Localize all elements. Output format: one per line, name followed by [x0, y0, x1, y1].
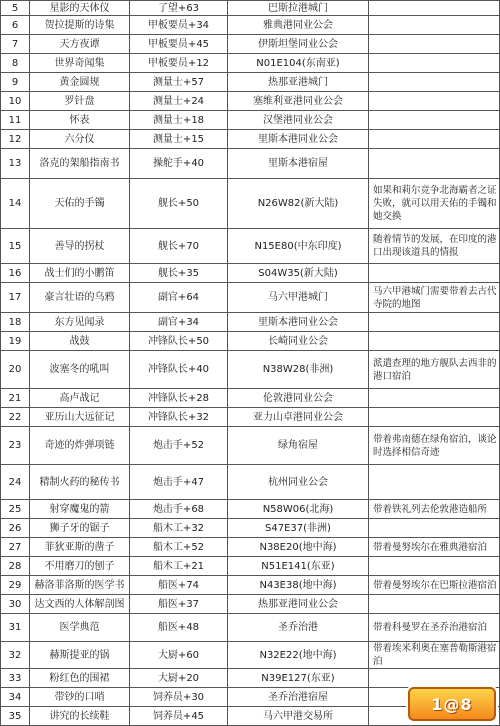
requirement-cell: 舰长+35 — [130, 264, 228, 283]
requirement-cell: 饲养员+30 — [130, 688, 228, 707]
note-cell — [369, 389, 500, 408]
row-number-cell: 29 — [1, 576, 30, 595]
table-row — [1, 149, 500, 179]
note-cell — [369, 111, 500, 130]
table-row — [1, 54, 500, 73]
row-number-cell: 21 — [1, 389, 30, 408]
location-cell: 马六甲港交易所 — [228, 707, 369, 726]
requirement-cell: 测量士+24 — [130, 92, 228, 111]
item-name-cell: 讲究的长续鞋 — [30, 707, 130, 726]
note-cell: 带着曼努埃尔在雅典港宿泊 — [369, 538, 500, 557]
row-number-cell: 15 — [1, 229, 30, 264]
table-row — [1, 538, 500, 557]
requirement-cell: 冲锋队长+50 — [130, 332, 228, 351]
requirement-cell: 了望+63 — [130, 1, 228, 16]
item-name-cell: 洛克的架船指南书 — [30, 149, 130, 179]
note-cell — [369, 54, 500, 73]
row-number-cell: 25 — [1, 500, 30, 519]
note-cell: 带着弗南德在绿角宿泊，谈论时选择相信奇迹 — [369, 427, 500, 465]
table-row — [1, 642, 500, 669]
note-cell — [369, 557, 500, 576]
requirement-cell: 副官+64 — [130, 283, 228, 313]
note-cell — [369, 408, 500, 427]
table-row — [1, 313, 500, 332]
requirement-cell: 甲板要员+34 — [130, 16, 228, 35]
location-cell: 马六甲港城门 — [228, 283, 369, 313]
item-name-cell: 赫斯提亚的锅 — [30, 642, 130, 669]
location-cell: N26W82(新大陆) — [228, 179, 369, 229]
location-cell: N38E20(地中海) — [228, 538, 369, 557]
table-row — [1, 264, 500, 283]
item-name-cell: 带钞的口哨 — [30, 688, 130, 707]
table-row — [1, 351, 500, 389]
location-cell: N39E127(东亚) — [228, 669, 369, 688]
location-cell: N38W28(非洲) — [228, 351, 369, 389]
row-number-cell: 28 — [1, 557, 30, 576]
note-cell: 带着埃米利奥在塞普勒斯港宿泊 — [369, 642, 500, 669]
location-cell: 长崎同业公会 — [228, 332, 369, 351]
table-row — [1, 595, 500, 614]
note-cell — [369, 1, 500, 16]
item-name-cell: 达文西的人体解剖图 — [30, 595, 130, 614]
item-name-cell: 六分仪 — [30, 130, 130, 149]
table-row — [1, 669, 500, 688]
table-row — [1, 500, 500, 519]
item-name-cell: 医学典范 — [30, 614, 130, 642]
location-cell: 里斯本港同业公会 — [228, 313, 369, 332]
row-number-cell: 31 — [1, 614, 30, 642]
requirement-cell: 船木工+52 — [130, 538, 228, 557]
location-cell: N58W06(北海) — [228, 500, 369, 519]
requirement-cell: 大厨+60 — [130, 642, 228, 669]
row-number-cell: 14 — [1, 179, 30, 229]
requirement-cell: 测量士+15 — [130, 130, 228, 149]
location-cell: 杭州同业公会 — [228, 465, 369, 500]
item-name-cell: 天佑的手镯 — [30, 179, 130, 229]
requirement-cell: 冲锋队长+32 — [130, 408, 228, 427]
row-number-cell: 12 — [1, 130, 30, 149]
note-cell: 如果和莉尔竞争北海霸者之证失败，就可以用天佑的手镯和她交换 — [369, 179, 500, 229]
row-number-cell: 34 — [1, 688, 30, 707]
requirement-cell: 炮击手+68 — [130, 500, 228, 519]
location-cell: 里斯本港同业公会 — [228, 130, 369, 149]
requirement-cell: 大厨+20 — [130, 669, 228, 688]
item-name-cell: 不用磨刀的刨子 — [30, 557, 130, 576]
row-number-cell: 8 — [1, 54, 30, 73]
item-name-cell: 战鼓 — [30, 332, 130, 351]
row-number-cell: 19 — [1, 332, 30, 351]
table-row — [1, 73, 500, 92]
requirement-cell: 船医+37 — [130, 595, 228, 614]
table-row — [1, 16, 500, 35]
requirement-cell: 舰长+50 — [130, 179, 228, 229]
item-name-cell: 战士们的小鹏笛 — [30, 264, 130, 283]
item-name-cell: 星影的天体仪 — [30, 1, 130, 16]
table-row — [1, 465, 500, 500]
item-name-cell: 波塞冬的吼叫 — [30, 351, 130, 389]
location-cell: N32E22(地中海) — [228, 642, 369, 669]
location-cell: 伦敦港同业公会 — [228, 389, 369, 408]
table-row — [1, 179, 500, 229]
requirement-cell: 船医+74 — [130, 576, 228, 595]
row-number-cell: 32 — [1, 642, 30, 669]
item-name-cell: 豪言壮语的乌鸦 — [30, 283, 130, 313]
table-row — [1, 408, 500, 427]
requirement-cell: 测量士+18 — [130, 111, 228, 130]
note-cell — [369, 465, 500, 500]
note-cell: 带着曼努埃尔在巴斯拉港宿泊 — [369, 576, 500, 595]
item-name-cell: 赫洛菲洛斯的医学书 — [30, 576, 130, 595]
item-name-cell: 天方夜谭 — [30, 35, 130, 54]
row-number-cell: 17 — [1, 283, 30, 313]
row-number-cell: 18 — [1, 313, 30, 332]
row-number-cell: 9 — [1, 73, 30, 92]
location-cell: 塞维利亚港同业公会 — [228, 92, 369, 111]
requirement-cell: 船木工+32 — [130, 519, 228, 538]
item-name-cell: 粉红色的围裙 — [30, 669, 130, 688]
table-row — [1, 332, 500, 351]
item-name-cell: 贺拉提斯的诗集 — [30, 16, 130, 35]
row-number-cell: 6 — [1, 16, 30, 35]
note-cell — [369, 332, 500, 351]
item-name-cell: 高卢战记 — [30, 389, 130, 408]
item-name-cell: 奇迹的炸弹项链 — [30, 427, 130, 465]
item-name-cell: 射穿魔鬼的箭 — [30, 500, 130, 519]
logo-text: 1@8 — [431, 694, 473, 714]
item-name-cell: 善导的拐杖 — [30, 229, 130, 264]
note-cell: 马六甲港城门需要带着去古代寺院的地图 — [369, 283, 500, 313]
table-row — [1, 111, 500, 130]
item-name-cell: 黄金圆规 — [30, 73, 130, 92]
location-cell: 亚力山卓港同业公会 — [228, 408, 369, 427]
note-cell: 随着情节的发展，在印度的港口出现该道具的情报 — [369, 229, 500, 264]
location-cell: N51E141(东亚) — [228, 557, 369, 576]
requirement-cell: 测量士+57 — [130, 73, 228, 92]
row-number-cell: 23 — [1, 427, 30, 465]
table-row — [1, 389, 500, 408]
site-logo — [408, 687, 496, 721]
table-row — [1, 427, 500, 465]
location-cell: 里斯本港宿屋 — [228, 149, 369, 179]
note-cell — [369, 73, 500, 92]
requirement-cell: 饲养员+45 — [130, 707, 228, 726]
row-number-cell: 20 — [1, 351, 30, 389]
table-row — [1, 283, 500, 313]
table-row — [1, 229, 500, 264]
requirement-cell: 副官+34 — [130, 313, 228, 332]
note-cell — [369, 669, 500, 688]
location-cell: 热那亚港城门 — [228, 73, 369, 92]
note-cell — [369, 519, 500, 538]
location-cell: S47E37(非洲) — [228, 519, 369, 538]
row-number-cell: 5 — [1, 1, 30, 16]
note-cell: 带着铁礼列去伦敦港造船所 — [369, 500, 500, 519]
location-cell: 热那亚港同业公会 — [228, 595, 369, 614]
note-cell — [369, 130, 500, 149]
note-cell — [369, 264, 500, 283]
row-number-cell: 22 — [1, 408, 30, 427]
requirement-cell: 甲板要员+45 — [130, 35, 228, 54]
row-number-cell: 11 — [1, 111, 30, 130]
row-number-cell: 30 — [1, 595, 30, 614]
item-name-cell: 东方见闻录 — [30, 313, 130, 332]
location-cell: S04W35(新大陆) — [228, 264, 369, 283]
location-cell: 绿角宿屋 — [228, 427, 369, 465]
table-row — [1, 519, 500, 538]
requirement-cell: 炮击手+47 — [130, 465, 228, 500]
note-cell — [369, 313, 500, 332]
table-row — [1, 1, 500, 16]
row-number-cell: 7 — [1, 35, 30, 54]
table-row — [1, 557, 500, 576]
location-cell: 圣乔治港 — [228, 614, 369, 642]
requirement-cell: 船木工+21 — [130, 557, 228, 576]
item-name-cell: 亚历山大远征记 — [30, 408, 130, 427]
row-number-cell: 24 — [1, 465, 30, 500]
row-number-cell: 16 — [1, 264, 30, 283]
table-row — [1, 130, 500, 149]
item-name-cell: 罗针盘 — [30, 92, 130, 111]
note-cell: 派遣查理的地方舰队去西非的港口宿泊 — [369, 351, 500, 389]
location-cell: 汉堡港同业公会 — [228, 111, 369, 130]
row-number-cell: 13 — [1, 149, 30, 179]
item-name-cell: 怀表 — [30, 111, 130, 130]
location-cell: 伊斯坦堡同业公会 — [228, 35, 369, 54]
location-cell: 雅典港同业公会 — [228, 16, 369, 35]
row-number-cell: 26 — [1, 519, 30, 538]
note-cell — [369, 35, 500, 54]
requirement-cell: 船医+48 — [130, 614, 228, 642]
item-name-cell: 菲狄亚斯的凿子 — [30, 538, 130, 557]
requirement-cell: 冲锋队长+28 — [130, 389, 228, 408]
note-cell: 带着科曼罗在圣乔治港宿泊 — [369, 614, 500, 642]
location-cell: N43E38(地中海) — [228, 576, 369, 595]
note-cell — [369, 92, 500, 111]
row-number-cell: 33 — [1, 669, 30, 688]
note-cell — [369, 595, 500, 614]
requirement-cell: 冲锋队长+40 — [130, 351, 228, 389]
requirement-cell: 操舵手+40 — [130, 149, 228, 179]
location-cell: N15E80(中东印度) — [228, 229, 369, 264]
table-row — [1, 92, 500, 111]
table-row — [1, 35, 500, 54]
requirement-cell: 炮击手+52 — [130, 427, 228, 465]
note-cell — [369, 16, 500, 35]
table-row — [1, 614, 500, 642]
row-number-cell: 10 — [1, 92, 30, 111]
location-cell: N01E104(东南亚) — [228, 54, 369, 73]
location-cell: 圣乔治港宿屋 — [228, 688, 369, 707]
note-cell — [369, 149, 500, 179]
item-name-cell: 精制火药的秘传书 — [30, 465, 130, 500]
requirement-cell: 舰长+70 — [130, 229, 228, 264]
requirement-cell: 甲板要员+12 — [130, 54, 228, 73]
item-name-cell: 世界奇闻集 — [30, 54, 130, 73]
item-name-cell: 狮子牙的锯子 — [30, 519, 130, 538]
location-cell: 巴斯拉港城门 — [228, 1, 369, 16]
row-number-cell: 35 — [1, 707, 30, 726]
row-number-cell: 27 — [1, 538, 30, 557]
table-row — [1, 576, 500, 595]
